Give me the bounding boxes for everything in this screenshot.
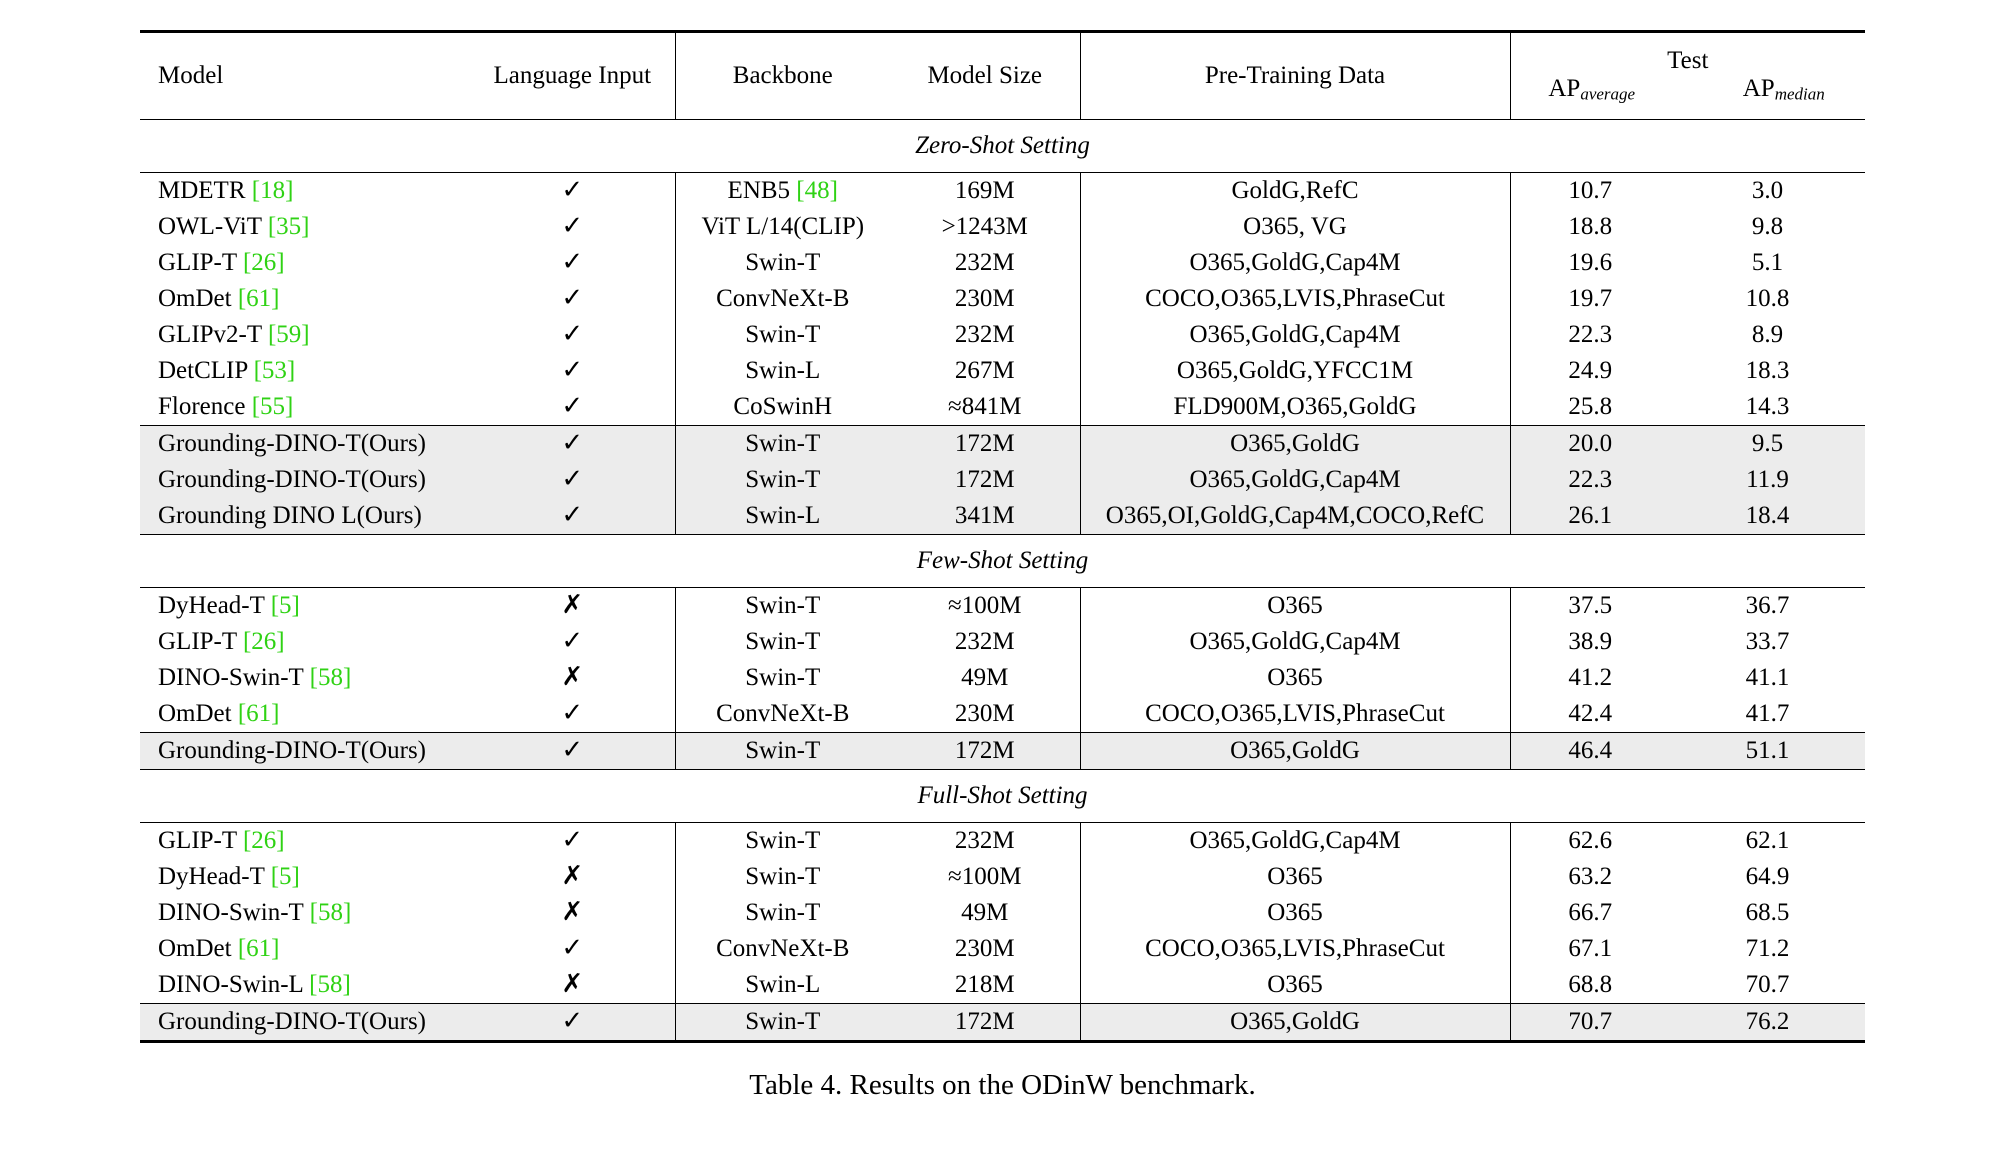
cell-pretraining-data: O365,GoldG: [1080, 1004, 1510, 1042]
cell-model: Grounding-DINO-T(Ours): [140, 733, 470, 770]
check-icon: [470, 317, 675, 353]
header-ap-average: $AP_{average}$: [1548, 75, 1636, 105]
check-icon: [470, 696, 675, 733]
cell-model-size: 172M: [890, 1004, 1080, 1042]
header-ap-subheaders: [1511, 76, 1866, 104]
check-icon: [470, 353, 675, 389]
cell-ap-average: 70.7: [1510, 1004, 1670, 1042]
cell-ap-average: 46.4: [1510, 733, 1670, 770]
cell-backbone: Swin-L: [675, 498, 890, 535]
citation-link[interactable]: [5]: [264, 592, 300, 619]
check-mark: ✓: [561, 428, 584, 457]
cell-pretraining-data: COCO,O365,LVIS,PhraseCut: [1080, 281, 1510, 317]
cell-ap-median: 33.7: [1745, 628, 1790, 655]
table-row: [140, 498, 1865, 535]
header-model-size: Model Size: [927, 62, 1043, 89]
cell-model: Grounding DINO L(Ours): [140, 498, 470, 535]
citation-link[interactable]: [48]: [790, 177, 838, 204]
cell-backbone: ViT L/14(CLIP): [675, 209, 890, 245]
cell-model-size: 49M: [961, 664, 1009, 691]
header-pretraining-data: Pre-Training Data: [1080, 33, 1510, 120]
cell-model-size: 267M: [954, 357, 1015, 384]
cell-pretraining-data: O365: [1080, 660, 1510, 696]
check-mark: ✓: [561, 825, 584, 854]
cell-backbone: Swin-L: [675, 967, 890, 1004]
rule-cell: [140, 1042, 1865, 1044]
cell-model: OWL-ViT [35]: [158, 213, 310, 240]
table-row: [140, 660, 1865, 696]
cell-ap-average: 25.8: [1510, 389, 1670, 426]
table-row: [140, 823, 1865, 859]
cell-ap-median: 71.2: [1745, 935, 1790, 962]
check-mark: ✓: [561, 175, 584, 204]
cell-model: DetCLIP [53]: [158, 357, 296, 384]
cell-ap-average: 19.6: [1510, 245, 1670, 281]
section-title-row: [140, 770, 1865, 823]
citation-link[interactable]: [58]: [303, 899, 352, 926]
check-mark: ✓: [561, 247, 584, 276]
results-table: [140, 30, 1865, 1043]
cell-model: GLIP-T [26]: [158, 827, 285, 854]
check-mark: ✓: [561, 391, 584, 420]
cell-ap-average: 37.5: [1510, 588, 1670, 624]
section-title: Zero-Shot Setting: [915, 132, 1090, 159]
cell-model: Grounding-DINO-T(Ours): [140, 462, 470, 498]
cell-model-size: 172M: [890, 462, 1080, 498]
cell-ap-average: 20.0: [1510, 426, 1670, 462]
check-mark: ✓: [561, 1006, 584, 1035]
citation-link[interactable]: [26]: [236, 827, 285, 854]
cell-model-size: 172M: [890, 426, 1080, 462]
cell-pretraining-data: GoldG,RefC: [1080, 173, 1510, 209]
cell-model: DINO-Swin-T [58]: [158, 664, 352, 691]
cell-pretraining-data: O365,GoldG,Cap4M: [1080, 245, 1510, 281]
cell-backbone: ConvNeXt-B: [675, 281, 890, 317]
cell-model-size: 232M: [954, 827, 1015, 854]
cell-ap-median: 68.5: [1745, 899, 1790, 926]
cell-backbone: Swin-T: [675, 588, 890, 624]
table-row: [140, 209, 1865, 245]
cell-ap-median: 18.4: [1670, 498, 1865, 535]
cell-model: OmDet [61]: [158, 700, 280, 727]
table-row: [140, 967, 1865, 1004]
cell-model-size: 341M: [890, 498, 1080, 535]
cell-backbone: Swin-T: [675, 895, 890, 931]
cell-model: DyHead-T [5]: [158, 863, 300, 890]
cell-model-size: 230M: [954, 700, 1015, 727]
cell-ap-median: 8.9: [1751, 321, 1784, 348]
cell-ap-median: 70.7: [1745, 971, 1790, 998]
check-mark: ✓: [561, 933, 584, 962]
cell-pretraining-data: O365,GoldG,Cap4M: [1080, 823, 1510, 859]
table-row: [140, 1004, 1865, 1042]
table-row: [140, 733, 1865, 770]
cell-ap-average: 22.3: [1510, 317, 1670, 353]
table-row: [140, 462, 1865, 498]
cell-model-size: 169M: [954, 177, 1015, 204]
check-icon: [470, 281, 675, 317]
check-icon: [470, 1004, 675, 1042]
cell-pretraining-data: O365,GoldG,YFCC1M: [1080, 353, 1510, 389]
cell-model-size: 230M: [954, 285, 1015, 312]
table-row: [140, 389, 1865, 426]
cell-ap-average: 24.9: [1510, 353, 1670, 389]
table-row: [140, 317, 1865, 353]
cell-backbone: Swin-T: [675, 733, 890, 770]
citation-link[interactable]: [5]: [264, 863, 300, 890]
cell-pretraining-data: O365,OI,GoldG,Cap4M,COCO,RefC: [1080, 498, 1510, 535]
cell-ap-average: 66.7: [1510, 895, 1670, 931]
section-title: Full-Shot Setting: [917, 782, 1088, 809]
check-mark: ✓: [561, 735, 584, 764]
cell-ap-median: 9.8: [1751, 213, 1784, 240]
cross-mark: ✗: [561, 590, 584, 619]
citation-link[interactable]: [26]: [236, 249, 285, 276]
header-test-label: Test: [1667, 47, 1709, 75]
cell-model-size: >1243M: [941, 213, 1028, 240]
cell-ap-median: 3.0: [1751, 177, 1784, 204]
cell-model: Grounding-DINO-T(Ours): [140, 1004, 470, 1042]
check-icon: [470, 498, 675, 535]
cell-model-size: 232M: [954, 321, 1015, 348]
cell-pretraining-data: FLD900M,O365,GoldG: [1080, 389, 1510, 426]
cell-model: GLIP-T [26]: [158, 249, 285, 276]
cell-ap-average: 10.7: [1510, 173, 1670, 209]
citation-link[interactable]: [59]: [261, 321, 310, 348]
cell-model: DINO-Swin-T [58]: [158, 899, 352, 926]
citation-link[interactable]: [18]: [245, 177, 294, 204]
cell-backbone: ENB5 [48]: [675, 173, 890, 209]
check-mark: ✓: [561, 319, 584, 348]
cell-backbone: Swin-T: [675, 462, 890, 498]
cell-pretraining-data: O365,GoldG: [1080, 733, 1510, 770]
cell-ap-average: 19.7: [1510, 281, 1670, 317]
cell-ap-median: 76.2: [1670, 1004, 1865, 1042]
cell-ap-median: 41.7: [1745, 700, 1790, 727]
header-ap-median: $AP_{median}$: [1742, 75, 1825, 105]
cross-mark: ✗: [561, 897, 584, 926]
header-model: Model: [158, 62, 224, 89]
cross-icon: [470, 660, 675, 696]
table-row: [140, 281, 1865, 317]
check-icon: [470, 426, 675, 462]
cell-pretraining-data: COCO,O365,LVIS,PhraseCut: [1080, 931, 1510, 967]
cell-model: OmDet [61]: [158, 285, 280, 312]
cell-model-size: 232M: [954, 249, 1015, 276]
check-mark: ✓: [561, 355, 584, 384]
cell-ap-median: 64.9: [1745, 863, 1790, 890]
citation-link[interactable]: [58]: [303, 664, 352, 691]
cell-backbone: Swin-T: [675, 823, 890, 859]
cell-ap-median: 36.7: [1745, 592, 1790, 619]
cell-model-size: ≈841M: [948, 393, 1022, 420]
table-row: [140, 931, 1865, 967]
header-test-group: [1510, 33, 1865, 120]
citation-link[interactable]: [58]: [302, 971, 351, 998]
cross-icon: [470, 967, 675, 1004]
cell-model-size: ≈100M: [948, 592, 1022, 619]
cell-model: DINO-Swin-L [58]: [158, 971, 351, 998]
check-mark: ✓: [561, 698, 584, 727]
check-mark: ✓: [561, 626, 584, 655]
cell-model-size: 230M: [954, 935, 1015, 962]
cell-pretraining-data: COCO,O365,LVIS,PhraseCut: [1080, 696, 1510, 733]
cell-ap-average: 67.1: [1510, 931, 1670, 967]
cell-ap-median: 18.3: [1745, 357, 1790, 384]
check-icon: [470, 245, 675, 281]
check-icon: [470, 823, 675, 859]
check-icon: [470, 462, 675, 498]
table-row: [140, 353, 1865, 389]
cell-pretraining-data: O365: [1080, 859, 1510, 895]
check-mark: ✓: [561, 283, 584, 312]
check-icon: [470, 733, 675, 770]
cell-ap-average: 22.3: [1510, 462, 1670, 498]
table-rule: [140, 1042, 1865, 1044]
cell-model: MDETR [18]: [158, 177, 294, 204]
cell-ap-average: 62.6: [1510, 823, 1670, 859]
table-row: [140, 624, 1865, 660]
cell-backbone: Swin-T: [675, 624, 890, 660]
check-icon: [470, 931, 675, 967]
cell-model-size: 49M: [961, 899, 1009, 926]
cross-icon: [470, 859, 675, 895]
cell-backbone: Swin-T: [675, 245, 890, 281]
table-row: [140, 588, 1865, 624]
citation-link[interactable]: [61]: [231, 285, 280, 312]
table-caption: Table 4. Results on the ODinW benchmark.: [749, 1069, 1256, 1101]
check-icon: [470, 624, 675, 660]
cell-backbone: Swin-T: [675, 1004, 890, 1042]
cell-ap-median: 14.3: [1745, 393, 1790, 420]
cell-backbone: Swin-T: [675, 859, 890, 895]
table-row: [140, 696, 1865, 733]
section-title: Few-Shot Setting: [916, 547, 1089, 574]
cell-model: GLIP-T [26]: [158, 628, 285, 655]
cross-mark: ✗: [561, 861, 584, 890]
cell-ap-median: 10.8: [1745, 285, 1790, 312]
cell-backbone: Swin-T: [675, 426, 890, 462]
cell-model-size: ≈100M: [948, 863, 1022, 890]
table-row: [140, 173, 1865, 209]
cell-backbone: Swin-T: [675, 660, 890, 696]
cell-ap-median: 41.1: [1745, 664, 1790, 691]
check-icon: [470, 389, 675, 426]
cell-ap-median: 9.5: [1670, 426, 1865, 462]
cell-model: DyHead-T [5]: [158, 592, 300, 619]
table-row: [140, 859, 1865, 895]
cell-ap-average: 41.2: [1510, 660, 1670, 696]
cross-icon: [470, 895, 675, 931]
cell-ap-median: 51.1: [1670, 733, 1865, 770]
header-language-input: Language Input: [493, 62, 652, 89]
table-row: [140, 426, 1865, 462]
cell-pretraining-data: O365,GoldG,Cap4M: [1080, 317, 1510, 353]
citation-link[interactable]: [35]: [261, 213, 310, 240]
check-mark: ✓: [561, 464, 584, 493]
cell-model: Florence [55]: [158, 393, 294, 420]
cross-mark: ✗: [561, 662, 584, 691]
section-title-row: [140, 120, 1865, 173]
section-title-row: [140, 535, 1865, 588]
cell-model: GLIPv2-T [59]: [158, 321, 310, 348]
citation-link[interactable]: [53]: [247, 357, 296, 384]
cell-pretraining-data: O365,GoldG,Cap4M: [1080, 624, 1510, 660]
cell-pretraining-data: O365: [1080, 895, 1510, 931]
cell-backbone: Swin-L: [675, 353, 890, 389]
check-mark: ✓: [561, 211, 584, 240]
cell-pretraining-data: O365,GoldG,Cap4M: [1080, 462, 1510, 498]
cell-ap-average: 68.8: [1510, 967, 1670, 1004]
check-mark: ✓: [561, 500, 584, 529]
cell-model: OmDet [61]: [158, 935, 280, 962]
header-backbone: Backbone: [675, 33, 890, 120]
table-row: [140, 245, 1865, 281]
table-row: [140, 895, 1865, 931]
cell-model-size: 218M: [954, 971, 1015, 998]
cell-pretraining-data: O365: [1080, 588, 1510, 624]
cell-model-size: 172M: [890, 733, 1080, 770]
cell-backbone: ConvNeXt-B: [675, 931, 890, 967]
citation-link[interactable]: [61]: [231, 935, 280, 962]
cell-ap-average: 26.1: [1510, 498, 1670, 535]
cell-pretraining-data: O365: [1080, 967, 1510, 1004]
cell-ap-median: 11.9: [1670, 462, 1865, 498]
citation-link[interactable]: [55]: [245, 393, 294, 420]
cell-ap-average: 63.2: [1510, 859, 1670, 895]
cell-ap-average: 18.8: [1510, 209, 1670, 245]
table-header-row: [140, 33, 1865, 120]
cell-ap-average: 38.9: [1510, 624, 1670, 660]
cross-icon: [470, 588, 675, 624]
citation-link[interactable]: [26]: [236, 628, 285, 655]
cell-ap-median: 62.1: [1745, 827, 1790, 854]
citation-link[interactable]: [61]: [231, 700, 280, 727]
cell-model: Grounding-DINO-T(Ours): [140, 426, 470, 462]
cross-mark: ✗: [561, 969, 584, 998]
cell-backbone: ConvNeXt-B: [675, 696, 890, 733]
cell-ap-average: 42.4: [1510, 696, 1670, 733]
cell-pretraining-data: O365,GoldG: [1080, 426, 1510, 462]
check-icon: [470, 209, 675, 245]
cell-ap-median: 5.1: [1751, 249, 1784, 276]
cell-pretraining-data: O365, VG: [1080, 209, 1510, 245]
cell-model-size: 232M: [954, 628, 1015, 655]
cell-backbone: CoSwinH: [675, 389, 890, 426]
check-icon: [470, 173, 675, 209]
cell-backbone: Swin-T: [675, 317, 890, 353]
